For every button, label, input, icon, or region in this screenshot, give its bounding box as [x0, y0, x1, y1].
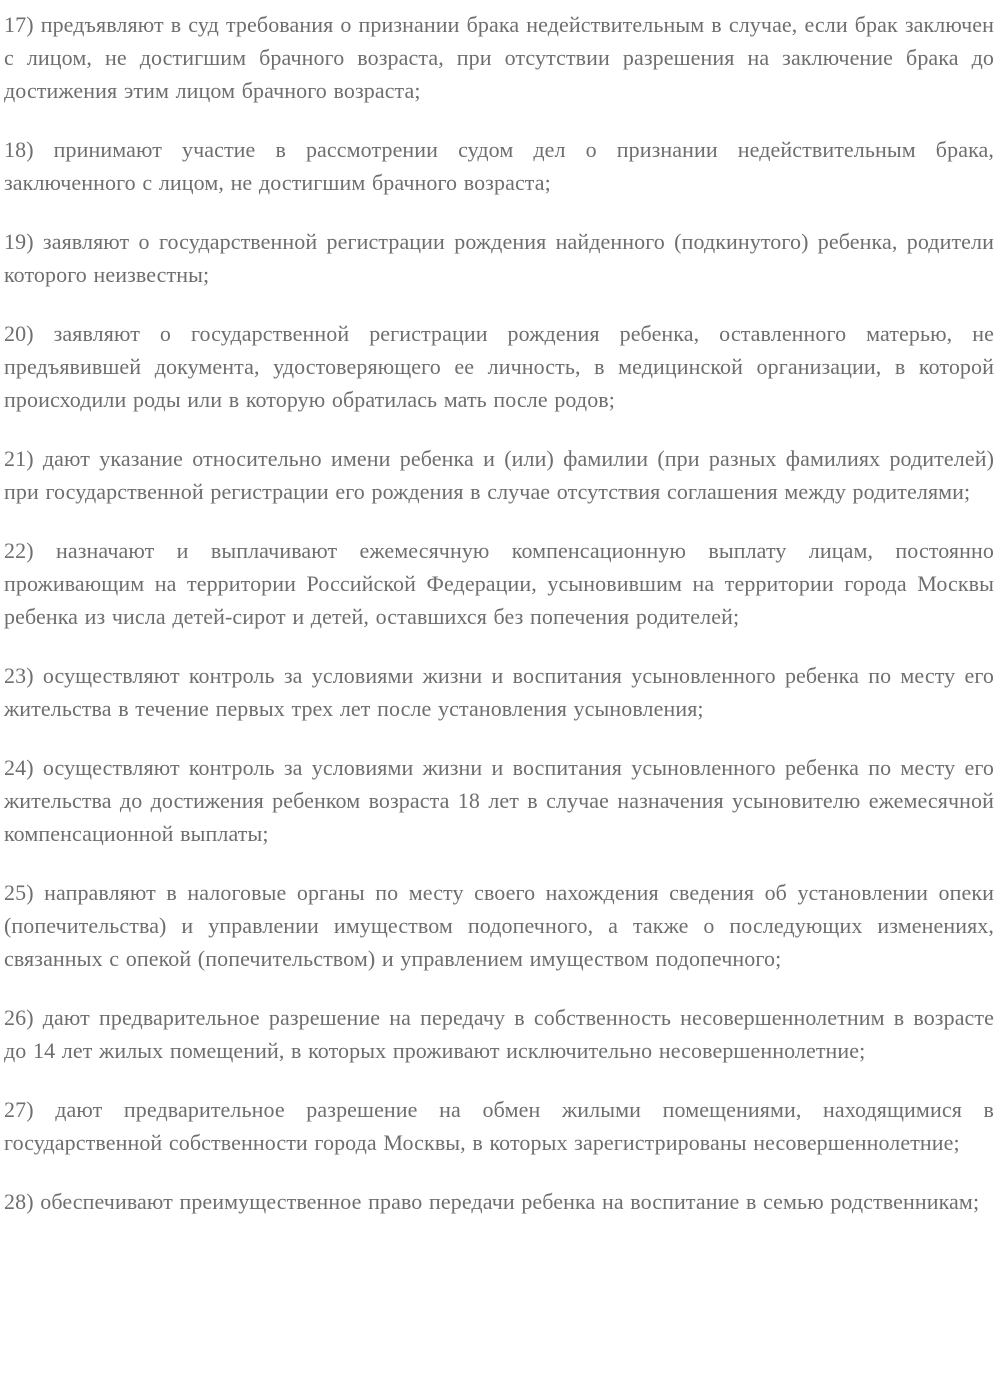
list-item-19: 19) заявляют о государственной регистрации рождения найденного (подкинутого) ребенка, родители которого неизвестны; [4, 229, 994, 287]
list-item-28: 28) обеспечивают преимущественное право передачи ребенка на воспитание в семью родственникам; [4, 1189, 980, 1214]
list-item-22: 22) назначают и выплачивают ежемесячную компенсационную выплату лицам, постоянно проживающим на территории Российской Федерации, усыновившим на территории города Москвы ребенка из числа детей-сирот и детей, оставшихся без попечения родителей; [4, 538, 994, 629]
list-item-20: 20) заявляют о государственной регистрации рождения ребенка, оставленного матерью, не предъявившей документа, удостоверяющего ее личность, в медицинской организации, в которой происходили роды или в которую обратилась мать после родов; [4, 321, 994, 412]
list-item-17: 17) предъявляют в суд требования о признании брака недействительным в случае, если брак заключен с лицом, не достигшим брачного возраста, при отсутствии разрешения на заключение брака до достижения этим лицом брачного возраста; [4, 12, 994, 103]
list-item-26: 26) дают предварительное разрешение на передачу в собственность несовершеннолетним в возрасте до 14 лет жилых помещений, в которых проживают исключительно несовершеннолетние; [4, 1005, 994, 1063]
list-item-23: 23) осуществляют контроль за условиями жизни и воспитания усыновленного ребенка по месту его жительства в течение первых трех лет после установления усыновления; [4, 663, 994, 721]
list-item-25: 25) направляют в налоговые органы по месту своего нахождения сведения об установлении опеки (попечительства) и управлении имуществом подопечного, а также о последующих изменениях, связанных с опекой (попечительством) и управлением имуществом подопечного; [4, 880, 994, 971]
list-item-24: 24) осуществляют контроль за условиями жизни и воспитания усыновленного ребенка по месту его жительства до достижения ребенком возраста 18 лет в случае назначения усыновителю ежемесячной компенсационной выплаты; [4, 755, 994, 846]
list-item-27: 27) дают предварительное разрешение на обмен жилыми помещениями, находящимися в государственной собственности города Москвы, в которых зарегистрированы несовершеннолетние; [4, 1097, 994, 1155]
list-item-18: 18) принимают участие в рассмотрении судом дел о признании недействительным брака, заключенного с лицом, не достигшим брачного возраста; [4, 137, 994, 195]
list-item-21: 21) дают указание относительно имени ребенка и (или) фамилии (при разных фамилиях родителей) при государственной регистрации его рождения в случае отсутствия соглашения между родителями; [4, 446, 994, 504]
